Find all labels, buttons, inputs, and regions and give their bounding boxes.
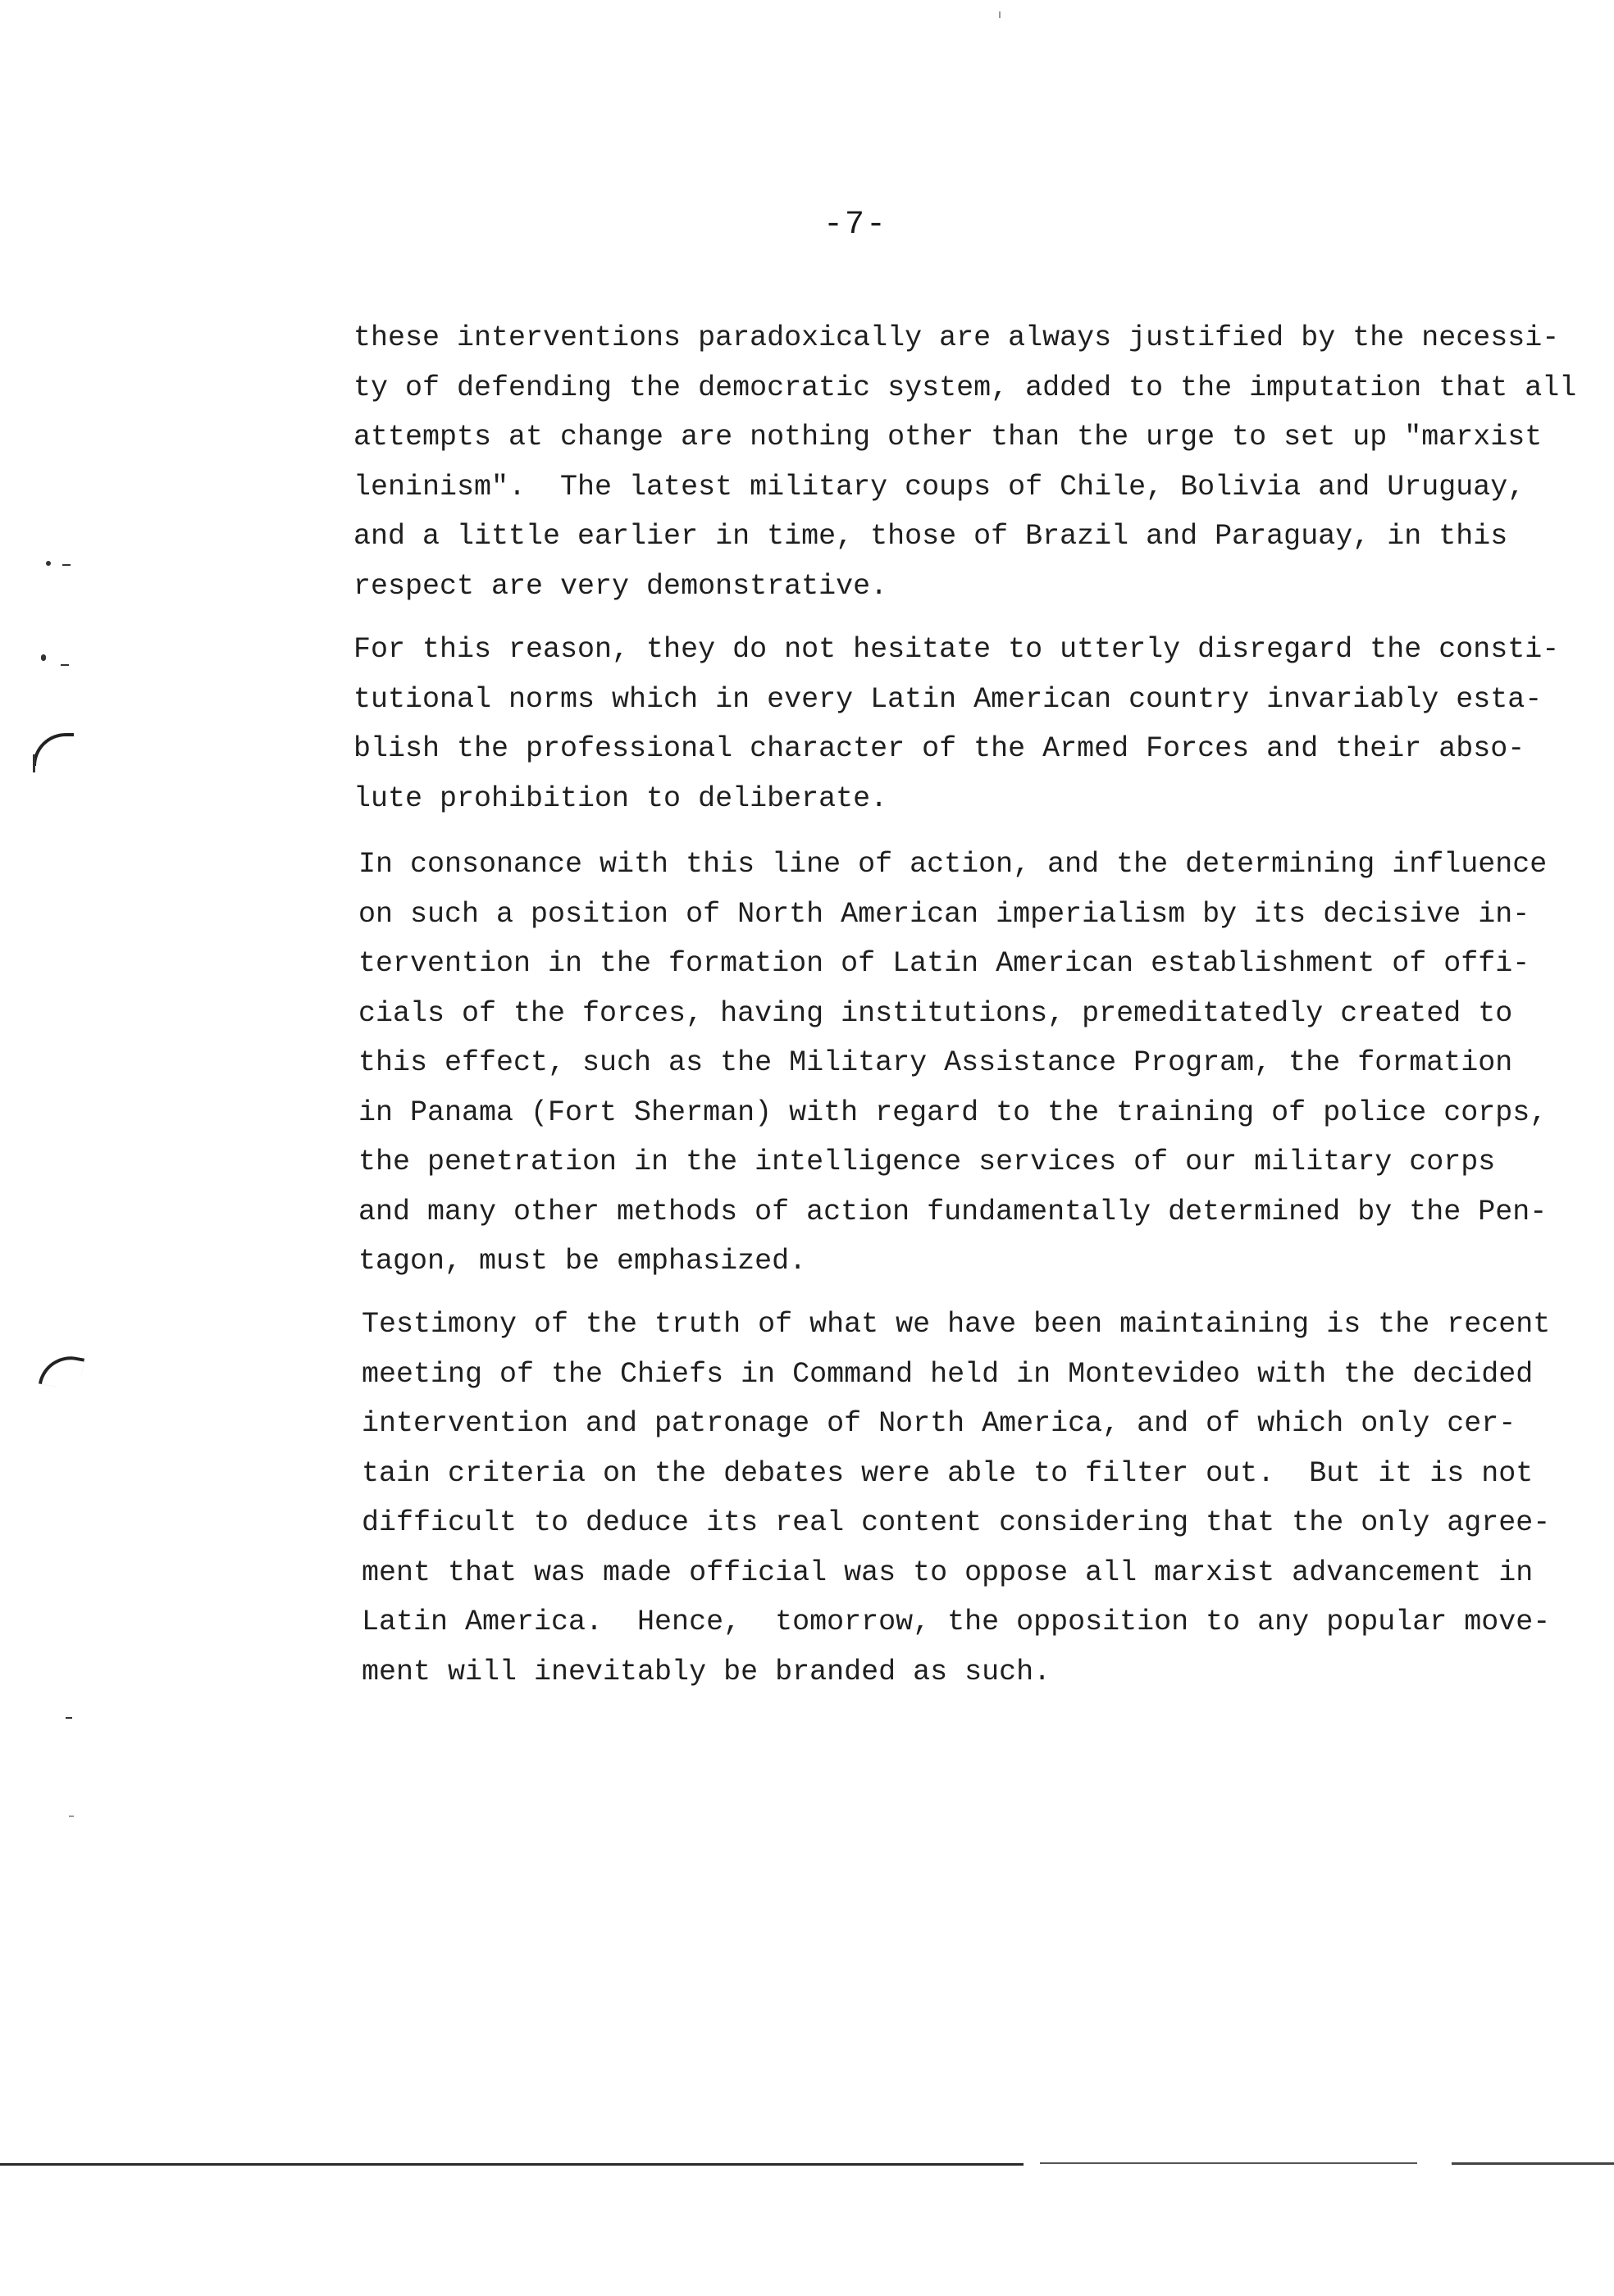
scan-speck [69, 1815, 74, 1817]
binder-hole-arc [39, 1351, 84, 1391]
scan-speck [41, 654, 46, 661]
binder-hole-arc [33, 733, 74, 766]
scan-speck [46, 561, 51, 566]
paragraph-3: In consonance with this line of action, and the determining influence on such a position of North American imperialism by its decisive in- tervention in the formation of Latin American establishment of offi- cials of the forces, having institutions, premeditatedly created to this effect, such as the Military Assistance Program, the formation in Panama (Fort Sherman) with regard to the training of police corps, the penetration in the intelligence services of our military corps and many other methods of action fundamentally determined by the Pen- tagon, must be emphasized. [358, 848, 1548, 1278]
scan-speck [33, 754, 35, 772]
paragraph-2: For this reason, they do not hesitate to utterly disregard the consti- tutional norms which in every Latin American country invariably esta- blish the professional character of the Armed Forces and their abso- lute prohibition to deliberate. [353, 633, 1560, 815]
scan-edge-line [0, 2163, 1024, 2166]
scan-speck [62, 564, 71, 566]
scan-speck [61, 664, 69, 666]
scan-edge-line [1452, 2162, 1614, 2165]
paragraph-4: Testimony of the truth of what we have been maintaining is the recent meeting of the Chiefs in Command held in Montevideo with the decided intervention and patronage of North America, and of which only cer- tain criteria on the debates were able to filter out. But it is not difficult to deduce its real content considering that the only agree- ment that was made official was to oppose all marxist advancement in Latin America. Hence, tomorrow, the opposition to any popular move- ment will inevitably be branded as such. [362, 1308, 1551, 1688]
scan-speck [66, 1717, 72, 1719]
scan-speck [999, 11, 1001, 18]
paragraph-1: these interventions paradoxically are always justified by the necessi- ty of defending the democratic system, added to the imputation that all attempts at change are nothing other than the urge to set up "marxist leninism". The latest military coups of Chile, Bolivia and Uruguay, and a little earlier in time, those of Brazil and Paraguay, in this respect are very demonstrative. [353, 321, 1577, 603]
scan-edge-line [1040, 2162, 1417, 2164]
page-number: -7- [823, 207, 888, 244]
